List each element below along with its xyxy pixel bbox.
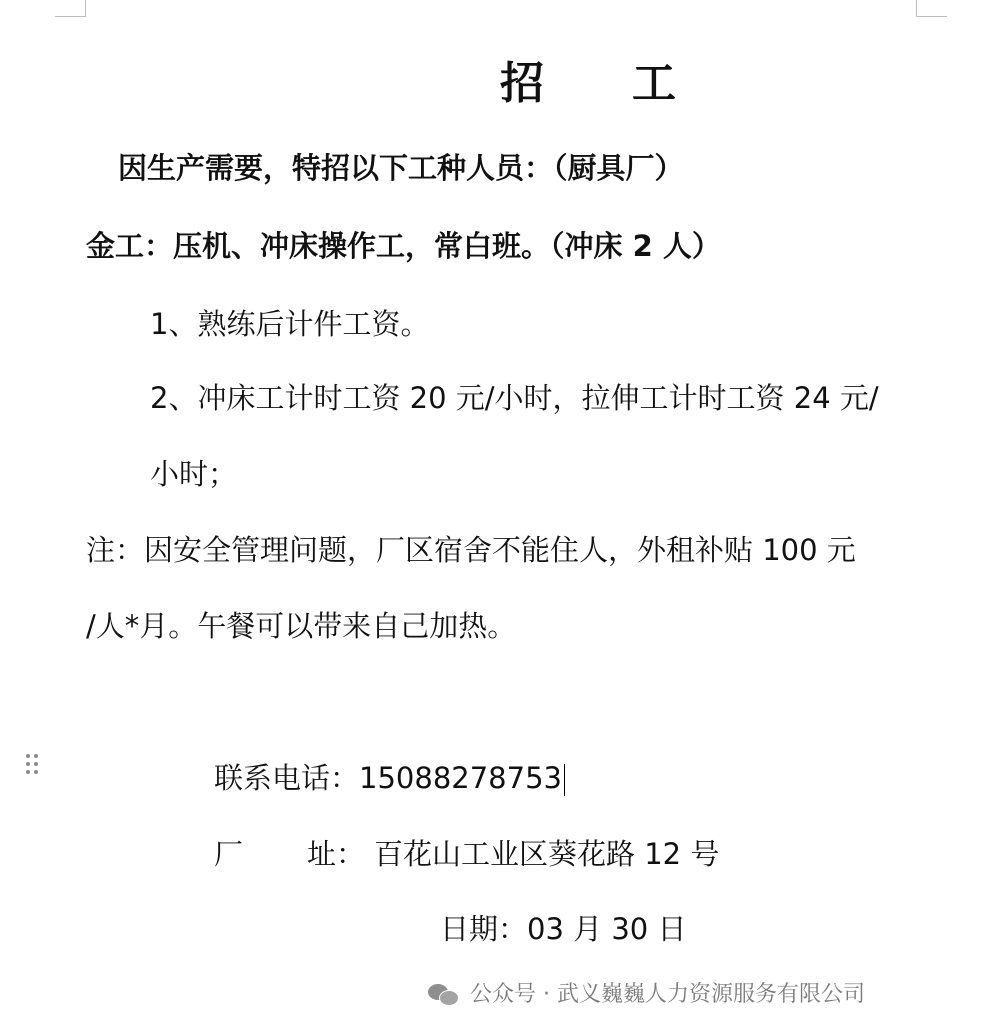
drag-handle-icon[interactable] — [26, 754, 40, 778]
job-description: 金工：压机、冲床操作工，常白班。（冲床 2 人） — [86, 229, 721, 263]
contact-label: 联系电话： — [214, 761, 360, 795]
address-label-char2: 址： — [307, 837, 366, 871]
note-line-2: /人*月。午餐可以带来自己加热。 — [86, 609, 517, 643]
contact-line — [214, 761, 565, 796]
item-1: 1、熟练后计件工资。 — [150, 307, 430, 341]
address-label — [214, 837, 374, 871]
page-title: 招工 — [500, 58, 764, 109]
text-cursor — [564, 764, 565, 796]
wechat-icon — [428, 984, 458, 1006]
item-2-continued: 小时； — [150, 457, 238, 491]
page-corner-mark-top-left — [55, 0, 86, 17]
intro-text: 因生产需要，特招以下工种人员：（厨具厂） — [118, 151, 684, 185]
date-line: 日期：03 月 30 日 — [440, 912, 687, 946]
note-line-1: 注：因安全管理问题，厂区宿舍不能住人，外租补贴 100 元 — [86, 533, 856, 567]
watermark — [428, 984, 865, 1006]
page-corner-mark-top-right — [916, 0, 947, 17]
address-label-char1: 厂 — [214, 837, 244, 871]
address-line — [214, 837, 720, 871]
contact-phone: 15088278753 — [359, 761, 562, 795]
item-2: 2、冲床工计时工资 20 元/小时，拉伸工计时工资 24 元/ — [150, 381, 879, 415]
watermark-text: 公众号 · 武义巍巍人力资源服务有限公司 — [470, 982, 865, 1007]
address-value: 百花山工业区葵花路 12 号 — [374, 837, 720, 871]
